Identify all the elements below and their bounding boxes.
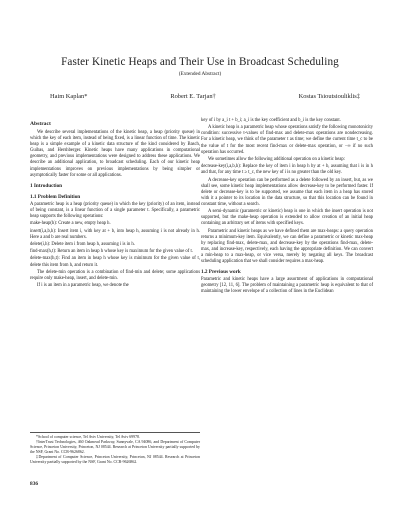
paragraph: The delete-min operation is a combination of find-min and delete; some applications require only make-heap, insert, and delete-min. — [30, 269, 200, 281]
page-number: 836 — [30, 481, 39, 487]
operation-definition: delete-max(h,t): Find an item in heap h whose key is minimum for the given value of t, delete this item from h, and return it. — [30, 256, 200, 268]
operation-definition: make-heap(h): Create a new, empty heap h. — [30, 221, 111, 227]
operation-definition: decrease-key(i,a,b,h): Replace the key of item i in heap h by at + b, assuming that i is in h and that, for any time t ≥ t_c, the new key of i is no greater than the old key. — [201, 164, 373, 176]
subsection-heading: 1.1 Problem Definition — [30, 193, 81, 200]
author-list — [32, 93, 378, 101]
paragraph: A kinetic heap is a parametric heap whose operations satisfy the following monotonicity condition: successive t-values of find-max and delete-max operations are nondecreasing. For a kinetic heap, we think of the parameter t as time; we define the current time t_c to be the value of t for the most recent find-max or delete-max operation, or −∞ if no such operation has occurred. — [201, 125, 373, 155]
operation-definition: delete(i,h): Delete item i from heap h, assuming i is in h. — [30, 241, 135, 247]
paragraph: If i is an item in a parametric heap, we denote the — [37, 283, 129, 289]
paragraph: A parametric heap is a heap (priority queue) in which the key (priority) of an item, instead of being constant, is a linear function of a single parameter t. Specifically, a parametric heap supports the following operations: — [30, 201, 200, 219]
footnote: ‡Department of Computer Science, Princeton University, Princeton, NJ 08544. Research at Princeton University partially supported by the NSF, Grant No. CCR-9626862. — [30, 455, 200, 465]
paper-title: Faster Kinetic Heaps and Their Use in Broadcast Scheduling — [61, 56, 339, 68]
paragraph: A decrease-key operation can be performed as a delete followed by an insert, but, as we shall see, some kinetic heap implementations allow decrease-key to be performed faster. If delete or decrease-key is to be supported, we assume that each item in a heap has stored with it a pointer to its location in the data structure, so that this location can be found in constant time, without a search. — [201, 177, 373, 207]
paragraph: We sometimes allow the following additional operation on a kinetic heap: — [208, 156, 346, 162]
paper-subtitle: (Extended Abstract) — [178, 71, 222, 77]
subsection-heading: 1.2 Previous work — [201, 269, 241, 276]
author-name: Kostas Tsioutsiouliklis‡ — [298, 93, 360, 100]
author-name: Haim Kaplan* — [50, 93, 88, 100]
paragraph: Parametric and kinetic heaps as we have defined them are max-heaps: a query operation returns a minimum-key item. Equivalently, we can define a parametric or kinetic max-heap by replacing find-max, delete-max, and decrease-key by the operations find-max, delete-max, and increase-key, respectively, each having the appropriate definition. We can convert a min-heap to a max-heap, or vice versa, merely by negating all keys. The broadcast scheduling application that we shall consider requires a max-heap. — [201, 228, 373, 265]
paragraph: Parametric and kinetic heaps have a large assortment of applications in computational geometry [12, 11, 6]. The problem of maintaining a parametric heap is equivalent to that of maintaining the lower envelope of a collection of lines in the Euclidean — [201, 277, 373, 295]
left-column — [30, 118, 200, 290]
right-column — [201, 118, 373, 297]
paragraph: A semi-dynamic (parametric or kinetic) heap is one in which the insert operation is not supported, but the make-heap operation is extended to allow creation of an initial heap containing an arbitrary set of items with specified keys. — [201, 209, 373, 227]
abstract-text: We describe several implementations of the kinetic heap, a heap (priority queue) in which the key of each item, instead of being fixed, is a linear function of time. The kinetic heap is a simple example of a kinetic data structure of the kind considered by Basch, Guibas, and Hershberger. Kinetic heaps have many applications in computational geometry, and previous implementations were designed to address these applications. We describe an additional application, to broadcast scheduling. Each of our kinetic heap implementations improves on previous implementations by being simpler or asymptotically faster for some or all applications. — [30, 130, 200, 178]
footnote: *School of computer science, Tel Aviv University, Tel Aviv 69978. — [36, 434, 140, 439]
abstract-heading: Abstract — [30, 121, 51, 127]
author-name: Robert E. Tarjan† — [170, 93, 216, 100]
footnotes — [30, 432, 200, 466]
operation-definition: insert(i,a,b,h): Insert item i, with key at + b, into heap h, assuming i is not already in h. Here a and b are real numbers. — [30, 228, 200, 240]
section-heading: 1 Introduction — [30, 182, 63, 189]
footnote: †InterTrust Technologies, 460 Oakmead Parkway, Sunnyvale, CA 94086, and Department of Computer Science, Princeton University, Princeton, NJ 08544. Research at Princeton University partially supported by the NSF, Grant No. CCR-9626862. — [30, 439, 200, 454]
paragraph: key of i by a_i t + b_i; a_i is the key coefficient and b_i is the key constant. — [201, 118, 341, 123]
operation-definition: find-max(h,t): Return an item in heap h whose key is maximum for the given value of t. — [30, 249, 193, 255]
